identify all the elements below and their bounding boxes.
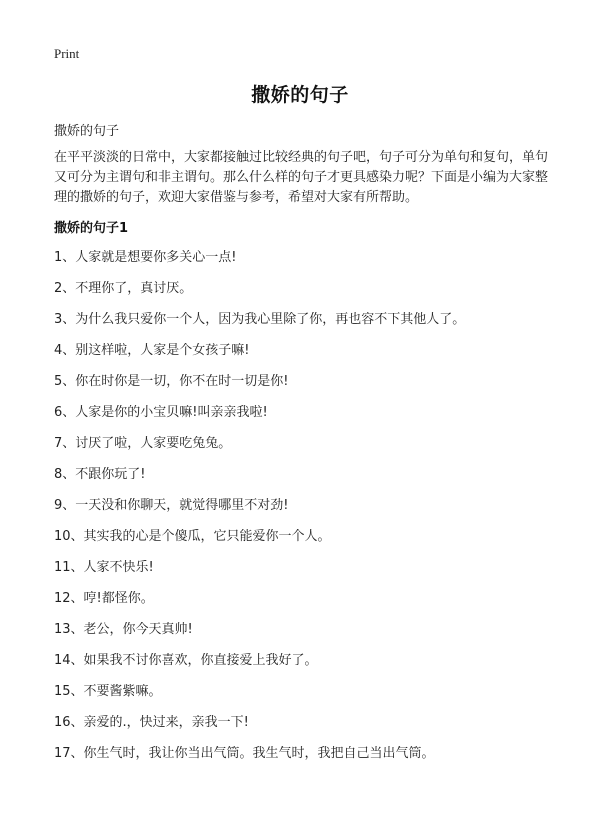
list-item: 17、你生气时，我让你当出气筒。我生气时，我把自己当出气筒。	[54, 746, 435, 761]
list-item: 14、如果我不讨你喜欢，你直接爱上我好了。	[54, 653, 318, 668]
list-item: 2、不理你了，真讨厌。	[54, 281, 193, 296]
document-title: 撒娇的句子	[251, 84, 349, 106]
intro-paragraph: 在平平淡淡的日常中，大家都接触过比较经典的句子吧，句子可分为单句和复句，单句又可分为主谓句和非主谓句。那么什么样的句子才更具感染力呢？下面是小编为大家整理的撒娇的句子，欢迎大家借鉴与参考，希望对大家有所帮助。	[54, 150, 549, 205]
list-item: 6、人家是你的小宝贝嘛!叫亲亲我啦!	[54, 405, 268, 420]
document-subtitle: 撒娇的句子	[54, 124, 120, 139]
list-item: 5、你在时你是一切，你不在时一切是你!	[54, 374, 289, 389]
list-item: 11、人家不快乐!	[54, 560, 154, 575]
list-item: 15、不要酱紫嘛。	[54, 684, 162, 699]
sentence-list	[54, 250, 554, 777]
print-link[interactable]: Print	[54, 46, 80, 61]
section-heading: 撒娇的句子1	[54, 221, 129, 236]
list-item: 10、其实我的心是个傻瓜，它只能爱你一个人。	[54, 529, 331, 544]
list-item: 16、亲爱的.，快过来，亲我一下!	[54, 715, 249, 730]
list-item: 3、为什么我只爱你一个人，因为我心里除了你，再也容不下其他人了。	[54, 312, 466, 327]
list-item: 9、一天没和你聊天，就觉得哪里不对劲!	[54, 498, 289, 513]
list-item: 4、别这样啦，人家是个女孩子嘛!	[54, 343, 250, 358]
list-item: 1、人家就是想要你多关心一点!	[54, 250, 237, 265]
list-item: 12、哼!都怪你。	[54, 591, 154, 606]
list-item: 13、老公，你今天真帅!	[54, 622, 193, 637]
list-item: 7、讨厌了啦，人家要吃兔兔。	[54, 436, 232, 451]
list-item: 8、不跟你玩了!	[54, 467, 146, 482]
